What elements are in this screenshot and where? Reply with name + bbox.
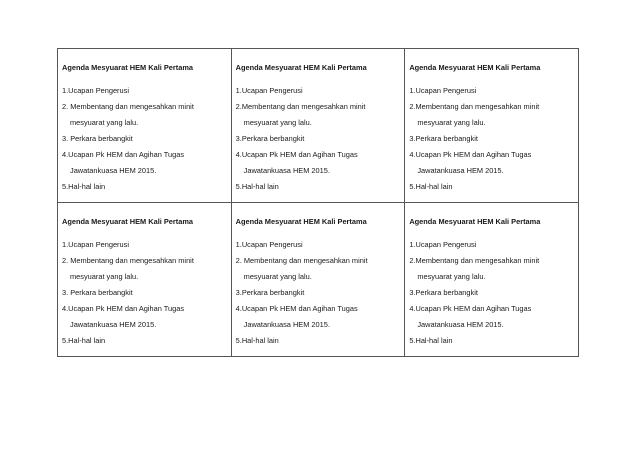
agenda-item [409,182,574,191]
agenda-item [236,134,401,143]
agenda-item [236,150,401,175]
agenda-item-text: 3.Perkara berbangkit [235,288,305,297]
agenda-item-text: 2. Membentang dan mengesahkan minit [62,102,194,111]
agenda-item [409,304,574,329]
agenda-card [405,203,579,357]
agenda-title: Agenda Mesyuarat HEM Kali Pertama [409,63,541,72]
agenda-item [409,150,574,175]
agenda-item [409,256,574,281]
agenda-card-content [232,49,405,191]
agenda-list [236,240,401,345]
agenda-item-text: 4.Ucapan Pk HEM dan Agihan Tugas [62,304,185,313]
agenda-item-continuation: Jawatankuasa HEM 2015. [417,166,504,175]
agenda-item [236,102,401,127]
agenda-item-text: 3. Perkara berbangkit [62,288,133,297]
agenda-list [409,240,574,345]
agenda-list [62,86,227,191]
agenda-item-continuation: Jawatankuasa HEM 2015. [243,166,330,175]
agenda-item-continuation: mesyuarat yang lalu. [243,272,312,281]
agenda-item [62,336,227,345]
agenda-title: Agenda Mesyuarat HEM Kali Pertama [62,217,194,226]
agenda-item [236,304,401,329]
agenda-item-text: 5.Hal-hal lain [235,336,279,345]
agenda-item [62,240,227,249]
agenda-item-continuation: Jawatankuasa HEM 2015. [417,320,504,329]
agenda-list [236,86,401,191]
agenda-item-text: 5.Hal-hal lain [409,336,453,345]
agenda-item-continuation: mesyuarat yang lalu. [243,118,312,127]
agenda-item-continuation: mesyuarat yang lalu. [417,118,486,127]
table-row [58,49,579,203]
agenda-item [409,86,574,95]
agenda-list [62,240,227,345]
agenda-item [236,182,401,191]
agenda-item-text: 1.Ucapan Pengerusi [62,240,129,249]
agenda-item-text: 5.Hal-hal lain [62,336,106,345]
agenda-item-text: 1.Ucapan Pengerusi [235,86,303,95]
agenda-item-text: 2.Membentang dan mengesahkan minit [235,102,366,111]
agenda-item-continuation: mesyuarat yang lalu. [70,272,139,281]
agenda-item-text: 1.Ucapan Pengerusi [409,86,477,95]
agenda-card [58,49,232,203]
agenda-card-content [405,203,578,345]
agenda-item [236,240,401,249]
agenda-item [236,336,401,345]
agenda-item [62,182,227,191]
agenda-item-continuation: mesyuarat yang lalu. [70,118,139,127]
agenda-title: Agenda Mesyuarat HEM Kali Pertama [235,63,367,72]
agenda-item [62,256,227,281]
agenda-item-text: 2. Membentang dan mengesahkan minit [235,256,368,265]
agenda-card [58,203,232,357]
agenda-item-text: 4.Ucapan Pk HEM dan Agihan Tugas [235,150,358,159]
agenda-item [236,256,401,281]
agenda-title: Agenda Mesyuarat HEM Kali Pertama [235,217,367,226]
agenda-item-text: 4.Ucapan Pk HEM dan Agihan Tugas [235,304,358,313]
agenda-item-text: 1.Ucapan Pengerusi [62,86,129,95]
agenda-item-text: 4.Ucapan Pk HEM dan Agihan Tugas [409,304,532,313]
agenda-item-text: 3. Perkara berbangkit [62,134,133,143]
agenda-item [409,102,574,127]
agenda-item [62,102,227,127]
agenda-item [409,288,574,297]
agenda-item-continuation: Jawatankuasa HEM 2015. [70,166,157,175]
agenda-item-continuation: Jawatankuasa HEM 2015. [70,320,157,329]
agenda-list [409,86,574,191]
agenda-item [62,288,227,297]
table-row [58,203,579,357]
agenda-item-text: 5.Hal-hal lain [235,182,279,191]
agenda-item [236,288,401,297]
agenda-item-text: 5.Hal-hal lain [409,182,453,191]
agenda-table [57,48,579,357]
agenda-item-text: 3.Perkara berbangkit [409,134,478,143]
agenda-item [236,86,401,95]
agenda-item-text: 4.Ucapan Pk HEM dan Agihan Tugas [62,150,185,159]
agenda-item [62,134,227,143]
agenda-item [409,336,574,345]
agenda-item-text: 2.Membentang dan mengesahkan minit [409,256,540,265]
agenda-item-text: 5.Hal-hal lain [62,182,106,191]
agenda-item-text: 2.Membentang dan mengesahkan minit [409,102,540,111]
agenda-item [62,304,227,329]
agenda-item-text: 3.Perkara berbangkit [409,288,478,297]
agenda-item-text: 2. Membentang dan mengesahkan minit [62,256,194,265]
agenda-item [62,86,227,95]
agenda-title: Agenda Mesyuarat HEM Kali Pertama [62,63,194,72]
agenda-item-text: 4.Ucapan Pk HEM dan Agihan Tugas [409,150,532,159]
agenda-item-continuation: mesyuarat yang lalu. [417,272,486,281]
agenda-item-text: 1.Ucapan Pengerusi [409,240,477,249]
agenda-item [409,240,574,249]
agenda-card-content [58,49,231,191]
agenda-item-continuation: Jawatankuasa HEM 2015. [243,320,330,329]
agenda-card-content [232,203,405,345]
agenda-card-content [405,49,578,191]
agenda-card [231,49,405,203]
agenda-item [62,150,227,175]
agenda-item [409,134,574,143]
agenda-card-content [58,203,231,345]
agenda-title: Agenda Mesyuarat HEM Kali Pertama [409,217,541,226]
agenda-card [231,203,405,357]
agenda-item-text: 3.Perkara berbangkit [235,134,305,143]
agenda-item-text: 1.Ucapan Pengerusi [235,240,303,249]
agenda-card [405,49,579,203]
